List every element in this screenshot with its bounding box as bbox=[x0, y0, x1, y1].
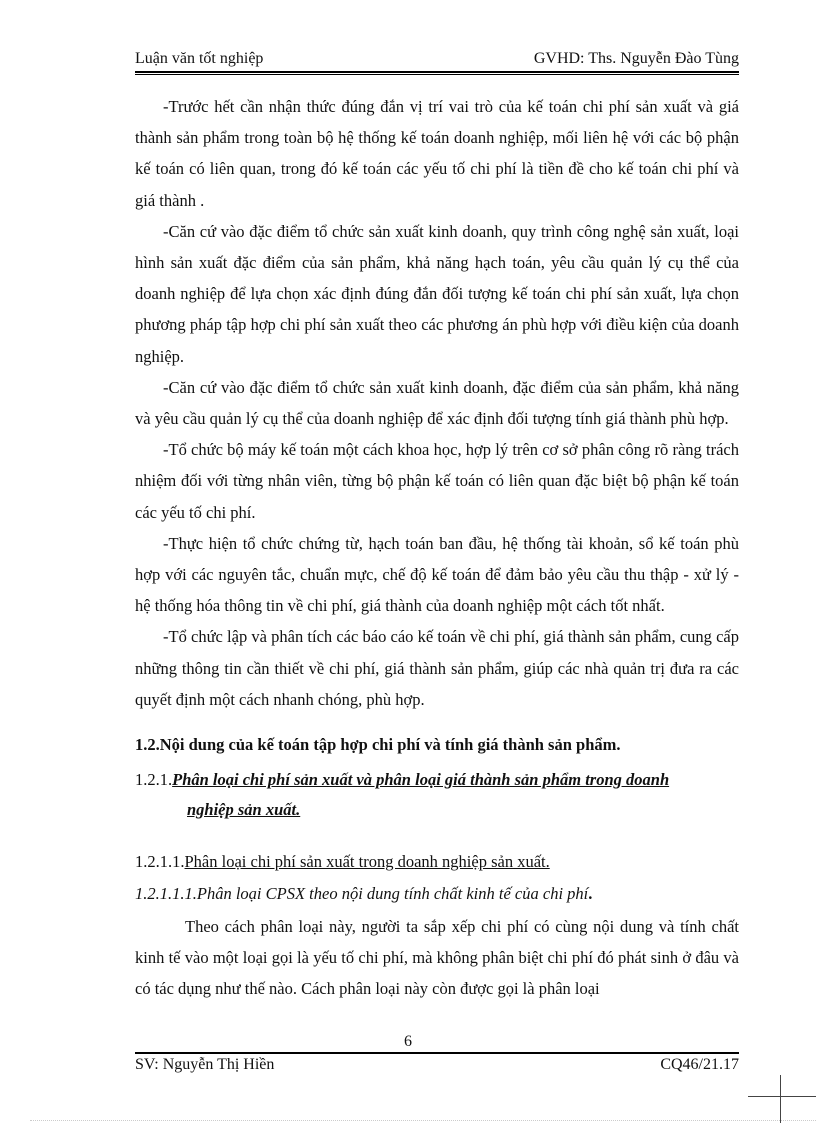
paragraph: -Căn cứ vào đặc điểm tổ chức sản xuất kinh doanh, đặc điểm của sản phẩm, khả năng và yêu cầu quản lý cụ thể của doanh nghiệp để xác định đối tượng tính giá thành phù hợp. bbox=[135, 377, 739, 429]
paragraph: -Thực hiện tổ chức chứng từ, hạch toán ban đầu, hệ thống tài khoản, sổ kế toán phù hợp với các nguyên tắc, chuẩn mực, chế độ kế toán để đảm bảo yêu cầu thu thập - xử lý - hệ thống hóa thông tin về chi phí, giá thành của doanh nghiệp một cách tốt nhất. bbox=[135, 533, 739, 616]
heading-text: Phân loại chi phí sản xuất và phân loại giá thành sản phẩm trong doanh bbox=[172, 770, 670, 790]
footer-class-code: CQ46/21.17 bbox=[660, 1056, 739, 1073]
header-thesis-label: Luận văn tốt nghiệp bbox=[135, 50, 264, 67]
heading-text: 1.2.1.1.1.Phân loại CPSX theo nội dung tính chất kinh tế của chi phí bbox=[135, 884, 589, 904]
section-heading-1-2-1-1-1 bbox=[135, 879, 739, 909]
page-number: 6 bbox=[404, 1033, 412, 1050]
section-heading-1-2-1-1 bbox=[135, 847, 739, 877]
page-body bbox=[135, 91, 739, 1005]
crop-mark-horizontal bbox=[748, 1096, 816, 1097]
paragraph: -Tổ chức bộ máy kế toán một cách khoa học, hợp lý trên cơ sở phân công rõ ràng trách nhiệm đối với từng nhân viên, từng bộ phận kế toán có liên quan đặc biệt bộ phận kế toán các yếu tố chi phí. bbox=[135, 440, 739, 522]
heading-number: 1.2.1.1. bbox=[135, 852, 185, 872]
page-edge-dots bbox=[30, 1120, 816, 1121]
header-advisor: GVHD: Ths. Nguyễn Đào Tùng bbox=[533, 50, 739, 67]
section-heading-1-2-1 bbox=[135, 765, 739, 795]
footer-rule bbox=[135, 1052, 739, 1054]
header-rule-thin bbox=[135, 74, 739, 75]
paragraph: Theo cách phân loại này, người ta sắp xếp chi phí có cùng nội dung và tính chất kinh tế vào một loại gọi là yếu tố chi phí, mà không phân biệt chi phí đó phát sinh ở đâu và có tác dụng như thế nào. Cách phân loại này còn được gọi là phân loại bbox=[135, 917, 739, 999]
paragraph: -Căn cứ vào đặc điểm tổ chức sản xuất kinh doanh, quy trình công nghệ sản xuất, loại hình sản xuất đặc điểm của sản phẩm, khả năng hạch toán, yêu cầu quản lý cụ thể của doanh nghiệp để lựa chọn xác định đúng đắn đối tượng kế toán chi phí sản xuất, lựa chọn phương pháp tập hợp chi phí sản xuất theo các phương án phù hợp với điều kiện của doanh nghiệp. bbox=[135, 221, 739, 366]
heading-period: . bbox=[588, 884, 593, 904]
header-rule bbox=[135, 71, 739, 73]
paragraph: -Trước hết cần nhận thức đúng đắn vị trí vai trò của kế toán chi phí sản xuất và giá thành sản phẩm trong toàn bộ hệ thống kế toán doanh nghiệp, mối liên hệ với các bộ phận kế toán có liên quan, trong đó kế toán các yếu tố chi phí là tiền đề cho kế toán chi phí và giá thành . bbox=[135, 97, 739, 210]
crop-mark-vertical bbox=[780, 1075, 781, 1123]
paragraph: -Tổ chức lập và phân tích các báo cáo kế toán về chi phí, giá thành sản phẩm, cung cấp những thông tin cần thiết về chi phí, giá thành sản phẩm, giúp các nhà quản trị đưa ra các quyết định một cách nhanh chóng, phù hợp. bbox=[135, 627, 739, 709]
page-header bbox=[135, 46, 739, 74]
footer-student: SV: Nguyễn Thị Hiền bbox=[135, 1056, 275, 1073]
heading-number: 1.2.1. bbox=[135, 770, 173, 790]
heading-text: Phân loại chi phí sản xuất trong doanh nghiệp sản xuất. bbox=[184, 852, 550, 872]
heading-continuation: nghiệp sản xuất. bbox=[187, 800, 301, 820]
section-heading-1-2: 1.2.Nội dung của kế toán tập hợp chi phí và tính giá thành sản phẩm. bbox=[135, 735, 621, 755]
